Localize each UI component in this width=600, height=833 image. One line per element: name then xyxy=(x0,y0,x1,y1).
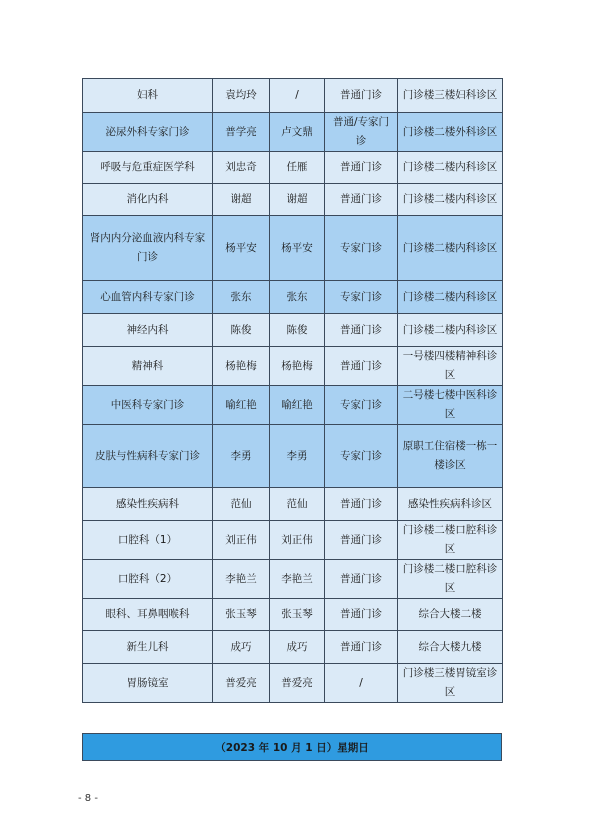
doctor-alt-cell: 杨艳梅 xyxy=(270,347,325,386)
department-cell: 神经内科 xyxy=(83,314,213,347)
location-cell: 综合大楼二楼 xyxy=(398,599,503,631)
doctor-alt-cell: 成巧 xyxy=(270,631,325,664)
doctor-cell: 普学亮 xyxy=(213,113,270,152)
table-row xyxy=(83,184,503,216)
date-header-bar xyxy=(82,733,502,761)
department-cell: 口腔科（1） xyxy=(83,521,213,560)
schedule-table-body xyxy=(83,79,503,703)
table-row xyxy=(83,347,503,386)
department-cell: 肾内内分泌血液内科专家门诊 xyxy=(83,216,213,281)
location-cell: 门诊楼二楼内科诊区 xyxy=(398,184,503,216)
doctor-alt-cell: 杨平安 xyxy=(270,216,325,281)
clinic-type-cell: 专家门诊 xyxy=(325,386,398,425)
clinic-type-cell: 普通门诊 xyxy=(325,599,398,631)
department-cell: 皮肤与性病科专家门诊 xyxy=(83,425,213,488)
department-cell: 消化内科 xyxy=(83,184,213,216)
department-cell: 感染性疾病科 xyxy=(83,488,213,521)
clinic-type-cell: 普通/专家门诊 xyxy=(325,113,398,152)
doctor-cell: 李艳兰 xyxy=(213,560,270,599)
table-row xyxy=(83,113,503,152)
doctor-cell: 成巧 xyxy=(213,631,270,664)
doctor-cell: 普爱亮 xyxy=(213,664,270,703)
clinic-type-cell: 专家门诊 xyxy=(325,425,398,488)
doctor-cell: 张东 xyxy=(213,281,270,314)
doctor-cell: 范仙 xyxy=(213,488,270,521)
doctor-alt-cell: 李勇 xyxy=(270,425,325,488)
location-cell: 门诊楼二楼外科诊区 xyxy=(398,113,503,152)
location-cell: 综合大楼九楼 xyxy=(398,631,503,664)
doctor-alt-cell: 范仙 xyxy=(270,488,325,521)
clinic-type-cell: 专家门诊 xyxy=(325,216,398,281)
location-cell: 门诊楼二楼口腔科诊区 xyxy=(398,521,503,560)
doctor-cell: 喻红艳 xyxy=(213,386,270,425)
doctor-cell: 张玉琴 xyxy=(213,599,270,631)
table-row xyxy=(83,521,503,560)
clinic-type-cell: 普通门诊 xyxy=(325,347,398,386)
location-cell: 感染性疾病科诊区 xyxy=(398,488,503,521)
table-row xyxy=(83,281,503,314)
location-cell: 门诊楼二楼内科诊区 xyxy=(398,281,503,314)
clinic-type-cell: 普通门诊 xyxy=(325,521,398,560)
doctor-alt-cell: 陈俊 xyxy=(270,314,325,347)
doctor-alt-cell: 普爱亮 xyxy=(270,664,325,703)
table-row xyxy=(83,664,503,703)
date-header-text: （2023 年 10 月 1 日）星期日 xyxy=(215,741,369,754)
location-cell: 二号楼七楼中医科诊区 xyxy=(398,386,503,425)
doctor-alt-cell: 刘正伟 xyxy=(270,521,325,560)
table-row xyxy=(83,314,503,347)
department-cell: 呼吸与危重症医学科 xyxy=(83,152,213,184)
department-cell: 新生儿科 xyxy=(83,631,213,664)
table-row xyxy=(83,152,503,184)
table-row xyxy=(83,425,503,488)
clinic-type-cell: 普通门诊 xyxy=(325,314,398,347)
department-cell: 口腔科（2） xyxy=(83,560,213,599)
location-cell: 门诊楼三楼胃镜室诊区 xyxy=(398,664,503,703)
doctor-cell: 李勇 xyxy=(213,425,270,488)
page-number: - 8 - xyxy=(78,793,98,804)
table-row xyxy=(83,599,503,631)
doctor-alt-cell: 张东 xyxy=(270,281,325,314)
location-cell: 门诊楼二楼内科诊区 xyxy=(398,216,503,281)
clinic-schedule-table xyxy=(82,78,503,703)
location-cell: 一号楼四楼精神科诊区 xyxy=(398,347,503,386)
doctor-cell: 刘忠奇 xyxy=(213,152,270,184)
clinic-type-cell: 普通门诊 xyxy=(325,152,398,184)
clinic-type-cell: 普通门诊 xyxy=(325,79,398,113)
table-row xyxy=(83,216,503,281)
doctor-cell: 杨平安 xyxy=(213,216,270,281)
doctor-alt-cell: 任雁 xyxy=(270,152,325,184)
table-row xyxy=(83,488,503,521)
department-cell: 妇科 xyxy=(83,79,213,113)
location-cell: 门诊楼二楼内科诊区 xyxy=(398,314,503,347)
doctor-cell: 杨艳梅 xyxy=(213,347,270,386)
clinic-type-cell: / xyxy=(325,664,398,703)
doctor-cell: 陈俊 xyxy=(213,314,270,347)
department-cell: 胃肠镜室 xyxy=(83,664,213,703)
doctor-cell: 刘正伟 xyxy=(213,521,270,560)
doctor-alt-cell: / xyxy=(270,79,325,113)
location-cell: 门诊楼二楼内科诊区 xyxy=(398,152,503,184)
clinic-type-cell: 普通门诊 xyxy=(325,488,398,521)
table-row xyxy=(83,631,503,664)
table-row xyxy=(83,560,503,599)
clinic-type-cell: 专家门诊 xyxy=(325,281,398,314)
department-cell: 眼科、耳鼻咽喉科 xyxy=(83,599,213,631)
table-row xyxy=(83,386,503,425)
location-cell: 原职工住宿楼一栋一楼诊区 xyxy=(398,425,503,488)
doctor-alt-cell: 张玉琴 xyxy=(270,599,325,631)
clinic-type-cell: 普通门诊 xyxy=(325,560,398,599)
doctor-alt-cell: 李艳兰 xyxy=(270,560,325,599)
doctor-cell: 袁均玲 xyxy=(213,79,270,113)
department-cell: 心血管内科专家门诊 xyxy=(83,281,213,314)
table-row xyxy=(83,79,503,113)
doctor-alt-cell: 喻红艳 xyxy=(270,386,325,425)
clinic-type-cell: 普通门诊 xyxy=(325,184,398,216)
department-cell: 精神科 xyxy=(83,347,213,386)
department-cell: 泌尿外科专家门诊 xyxy=(83,113,213,152)
doctor-alt-cell: 谢超 xyxy=(270,184,325,216)
clinic-type-cell: 普通门诊 xyxy=(325,631,398,664)
location-cell: 门诊楼三楼妇科诊区 xyxy=(398,79,503,113)
doctor-alt-cell: 卢文鼎 xyxy=(270,113,325,152)
location-cell: 门诊楼二楼口腔科诊区 xyxy=(398,560,503,599)
doctor-cell: 谢超 xyxy=(213,184,270,216)
department-cell: 中医科专家门诊 xyxy=(83,386,213,425)
